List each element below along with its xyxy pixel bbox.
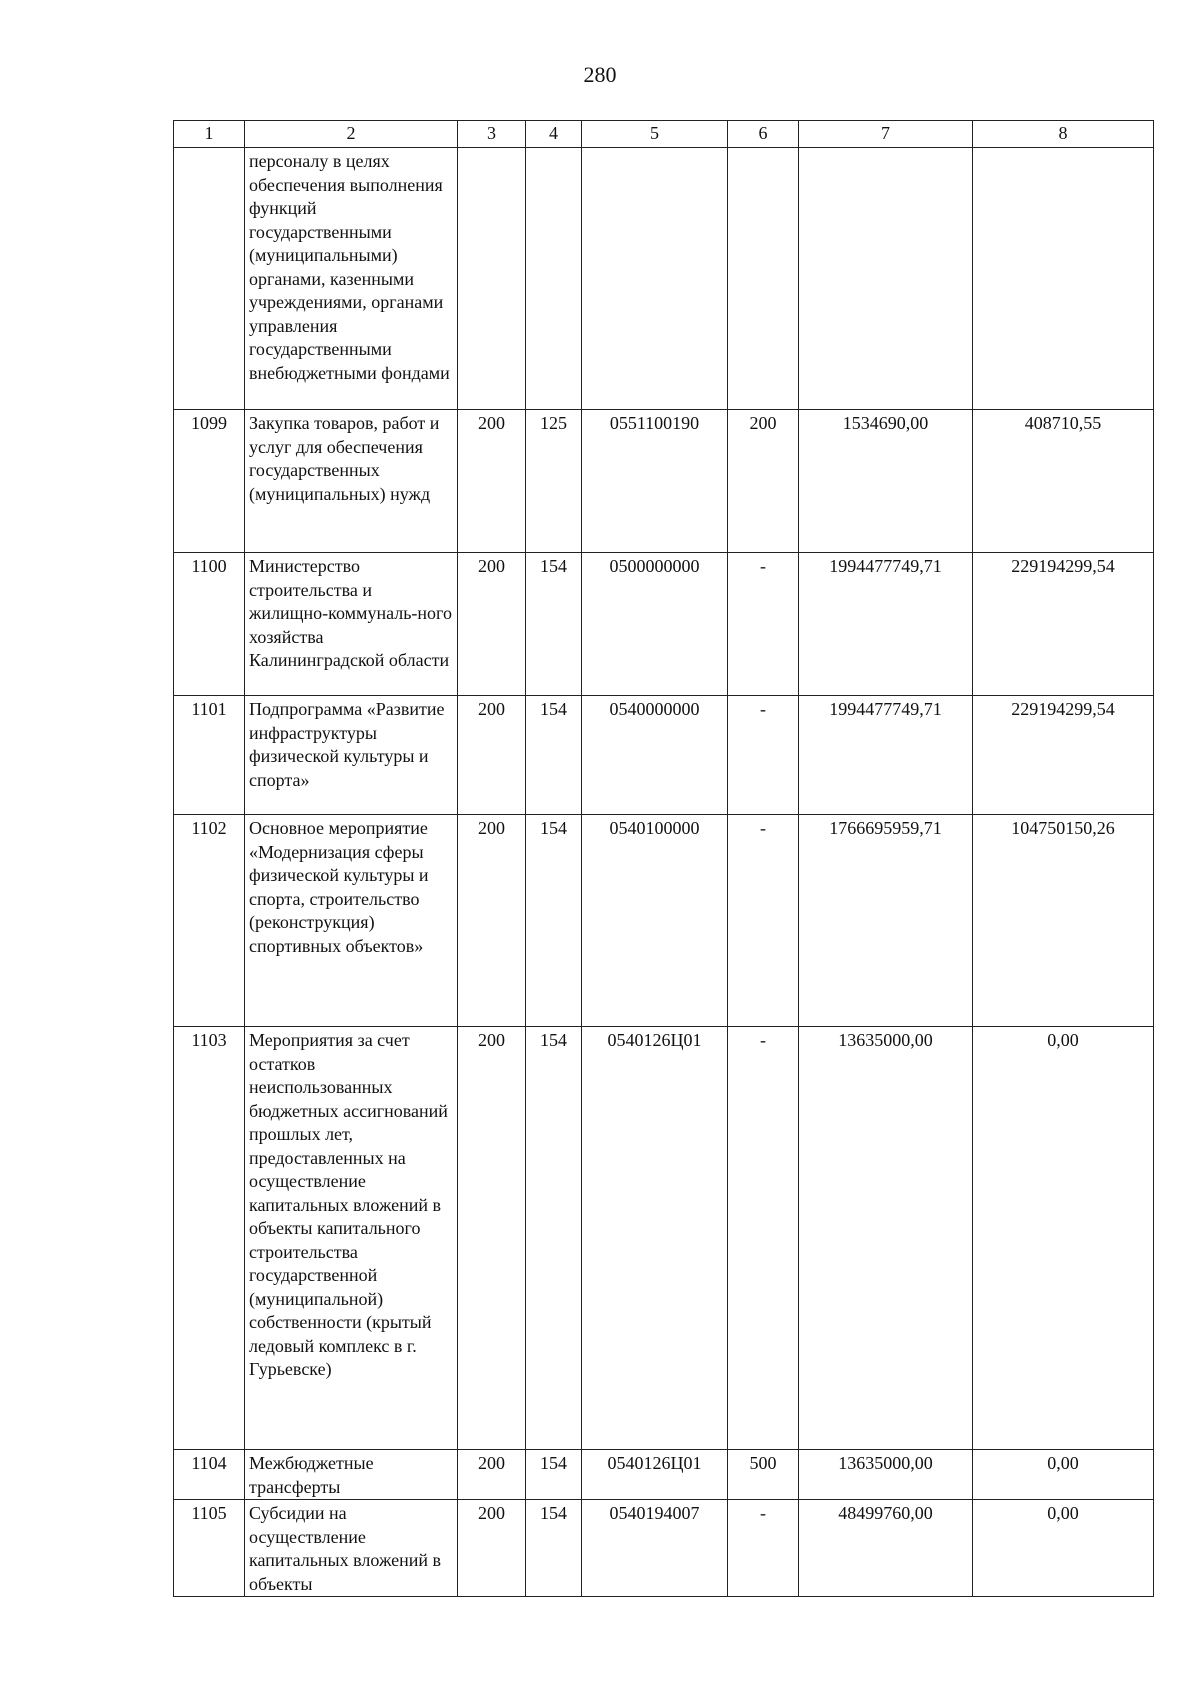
page-number: 280 [583, 62, 617, 87]
row-name: Субсидии на осуществление капитальных вложений в объекты [245, 1500, 458, 1597]
cell-col7: 1994477749,71 [799, 553, 973, 696]
cell-col6: 200 [728, 410, 799, 553]
cell-col3 [458, 148, 526, 410]
column-header: 2 [245, 121, 458, 148]
cell-col5: 0540000000 [582, 696, 728, 815]
cell-col3: 200 [458, 410, 526, 553]
table-row [174, 815, 1154, 1027]
column-header: 1 [174, 121, 245, 148]
cell-col4: 154 [526, 1500, 582, 1597]
cell-col4: 154 [526, 815, 582, 1027]
row-name: Подпрограмма «Развитие инфраструктуры физической культуры и спорта» [245, 696, 458, 815]
row-number [174, 148, 245, 410]
cell-col7 [799, 148, 973, 410]
row-name: Закупка товаров, работ и услуг для обеспечения государственных (муниципальных) нужд [245, 410, 458, 553]
table-row [174, 696, 1154, 815]
cell-col5: 0540126Ц01 [582, 1450, 728, 1500]
table-row [174, 1450, 1154, 1500]
column-header: 6 [728, 121, 799, 148]
cell-col4: 154 [526, 553, 582, 696]
cell-col3: 200 [458, 696, 526, 815]
row-number: 1104 [174, 1450, 245, 1500]
row-name: Мероприятия за счет остатков неиспользованных бюджетных ассигнований прошлых лет, предоставленных на осуществление капитальных вложений в объекты капитального строительства государственной (муниципальной) собственности (крытый ледовый комплекс в г. Гурьевске) [245, 1027, 458, 1450]
cell-col7: 13635000,00 [799, 1450, 973, 1500]
cell-col3: 200 [458, 553, 526, 696]
row-name: Межбюджетные трансферты [245, 1450, 458, 1500]
cell-col4: 154 [526, 696, 582, 815]
table-row [174, 1027, 1154, 1450]
row-number: 1100 [174, 553, 245, 696]
cell-col8: 408710,55 [973, 410, 1154, 553]
cell-col6: - [728, 1027, 799, 1450]
row-number: 1101 [174, 696, 245, 815]
cell-col4: 154 [526, 1027, 582, 1450]
cell-col6: 500 [728, 1450, 799, 1500]
cell-col8: 0,00 [973, 1027, 1154, 1450]
row-number: 1103 [174, 1027, 245, 1450]
row-name: персоналу в целях обеспечения выполнения функций государственными (муниципальными) органами, казенными учреждениями, органами управления государственными внебюджетными фондами [245, 148, 458, 410]
cell-col8: 229194299,54 [973, 553, 1154, 696]
cell-col4: 154 [526, 1450, 582, 1500]
table-row [174, 410, 1154, 553]
table-row [174, 148, 1154, 410]
cell-col5: 0540126Ц01 [582, 1027, 728, 1450]
cell-col7: 1534690,00 [799, 410, 973, 553]
row-number: 1105 [174, 1500, 245, 1597]
budget-table [173, 120, 1154, 1597]
cell-col5: 0500000000 [582, 553, 728, 696]
cell-col3: 200 [458, 1450, 526, 1500]
cell-col6: - [728, 1500, 799, 1597]
table-row [174, 1500, 1154, 1597]
cell-col8: 104750150,26 [973, 815, 1154, 1027]
column-header: 7 [799, 121, 973, 148]
row-number: 1099 [174, 410, 245, 553]
cell-col6: - [728, 815, 799, 1027]
column-header: 4 [526, 121, 582, 148]
row-number: 1102 [174, 815, 245, 1027]
table-row [174, 553, 1154, 696]
column-header: 3 [458, 121, 526, 148]
row-name: Министерство строительства и жилищно-коммуналь-ного хозяйства Калининградской области [245, 553, 458, 696]
cell-col6: - [728, 553, 799, 696]
cell-col5: 0551100190 [582, 410, 728, 553]
cell-col8: 0,00 [973, 1500, 1154, 1597]
cell-col5 [582, 148, 728, 410]
cell-col4: 125 [526, 410, 582, 553]
cell-col3: 200 [458, 1500, 526, 1597]
cell-col4 [526, 148, 582, 410]
table-header-row [174, 121, 1154, 148]
row-name: Основное мероприятие «Модернизация сферы физической культуры и спорта, строительство (реконструкция) спортивных объектов» [245, 815, 458, 1027]
cell-col8: 0,00 [973, 1450, 1154, 1500]
cell-col6 [728, 148, 799, 410]
cell-col8: 229194299,54 [973, 696, 1154, 815]
cell-col7: 48499760,00 [799, 1500, 973, 1597]
cell-col7: 13635000,00 [799, 1027, 973, 1450]
cell-col3: 200 [458, 1027, 526, 1450]
cell-col3: 200 [458, 815, 526, 1027]
column-header: 8 [973, 121, 1154, 148]
cell-col6: - [728, 696, 799, 815]
cell-col8 [973, 148, 1154, 410]
cell-col7: 1766695959,71 [799, 815, 973, 1027]
column-header: 5 [582, 121, 728, 148]
cell-col7: 1994477749,71 [799, 696, 973, 815]
cell-col5: 0540194007 [582, 1500, 728, 1597]
cell-col5: 0540100000 [582, 815, 728, 1027]
